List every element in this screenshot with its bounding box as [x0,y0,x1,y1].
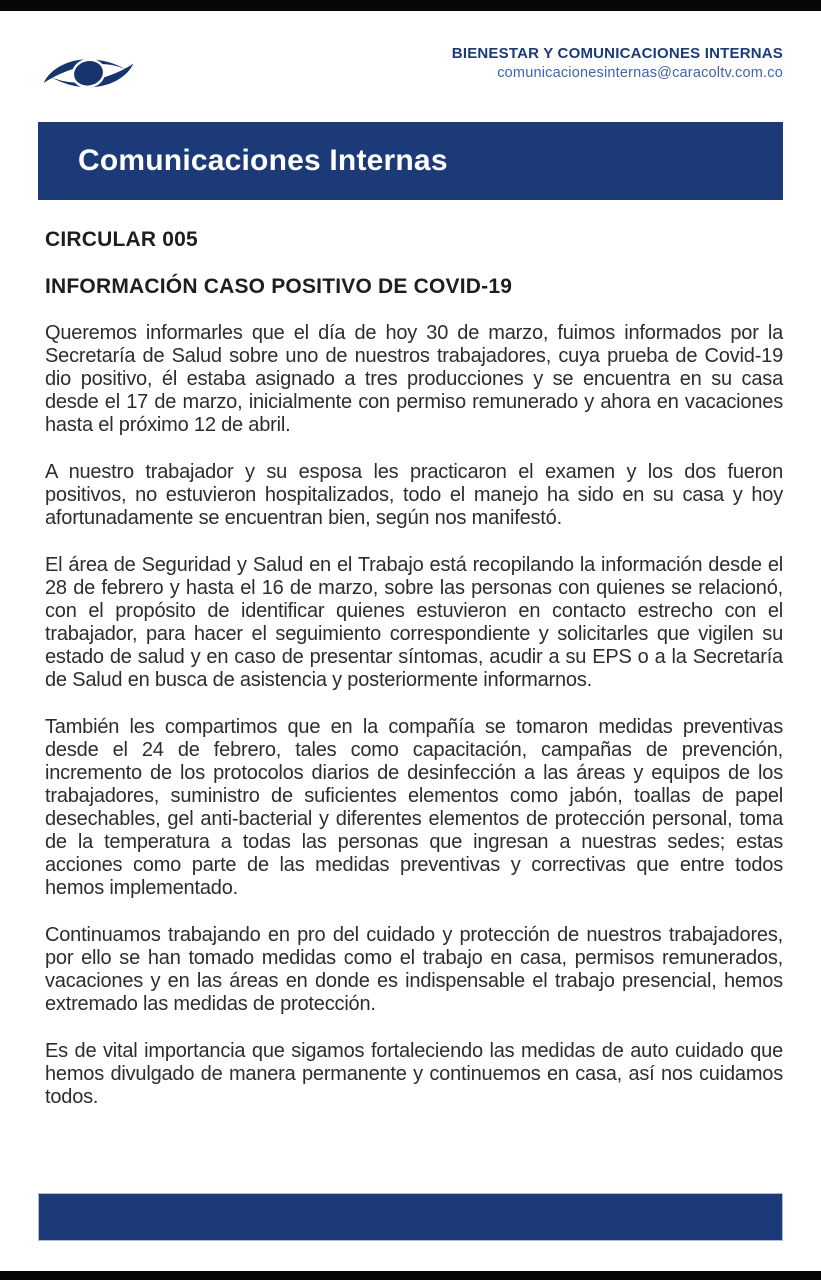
document-paragraph: El área de Seguridad y Salud en el Trabajo está recopilando la información desde el 28 de febrero y hasta el 16 de marzo, sobre las personas con quienes se relacionó, con el propósito de identificar quienes estuvieron en contacto estrecho con el trabajador, para hacer el seguimiento correspondiente y solicitarles que vigilen su estado de salud y en caso de presentar síntomas, acudir a su EPS o a la Secretaría de Salud en busca de asistencia y posteriormente informarnos. [45,554,783,691]
circular-number: CIRCULAR 005 [45,228,198,251]
contact-email[interactable]: comunicacionesinternas@caracoltv.com.co [497,65,783,81]
document-paragraphs [45,322,783,1109]
document-paragraph: Es de vital importancia que sigamos fortaleciendo las medidas de auto cuidado que hemos divulgado de manera permanente y continuemos en casa, así nos cuidamos todos. [45,1040,783,1108]
document-paragraph: Continuamos trabajando en pro del cuidado y protección de nuestros trabajadores, por ello se han tomado medidas como el trabajo en casa, permisos remunerados, vacaciones y en las áreas en donde es indispensable el trabajo presencial, hemos extremado las medidas de protección. [45,924,783,1015]
document-paragraph: Queremos informarles que el día de hoy 30 de marzo, fuimos informados por la Secretaría de Salud sobre uno de nuestros trabajadores, cuya prueba de Covid-19 dio positivo, él estaba asignado a tres producciones y se encuentra en su casa desde el 17 de marzo, inicialmente con permiso remunerado y ahora en vacaciones hasta el próximo 12 de abril. [45,322,783,436]
title-banner [38,122,783,200]
document-body [45,228,783,1133]
caracol-tv-logo [40,45,137,104]
letterhead-contact-block [452,45,783,82]
bottom-border-bar [0,1271,821,1280]
banner-title: Comunicaciones Internas [78,144,448,177]
top-border-bar [0,0,821,11]
document-paragraph: A nuestro trabajador y su esposa les practicaron el examen y los dos fueron positivos, no estuvieron hospitalizados, todo el manejo ha sido en su casa y hoy afortunadamente se encuentran bien, según nos manifestó. [45,461,783,529]
footer-bar [38,1193,783,1241]
department-title: BIENESTAR Y COMUNICACIONES INTERNAS [451,45,783,62]
document-paragraph: También les compartimos que en la compañía se tomaron medidas preventivas desde el 24 de febrero, tales como capacitación, campañas de prevención, incremento de los protocolos diarios de desinfección a las áreas y equipos de los trabajadores, suministro de suficientes elementos como jabón, toallas de papel desechables, gel anti-bacterial y diferentes elementos de protección personal, toma de la temperatura a todas las personas que ingresan a nuestras sedes; estas acciones como parte de las medidas preventivas y correctivas que entre todos hemos implementado. [45,716,783,899]
document-subject: INFORMACIÓN CASO POSITIVO DE COVID-19 [45,275,513,298]
